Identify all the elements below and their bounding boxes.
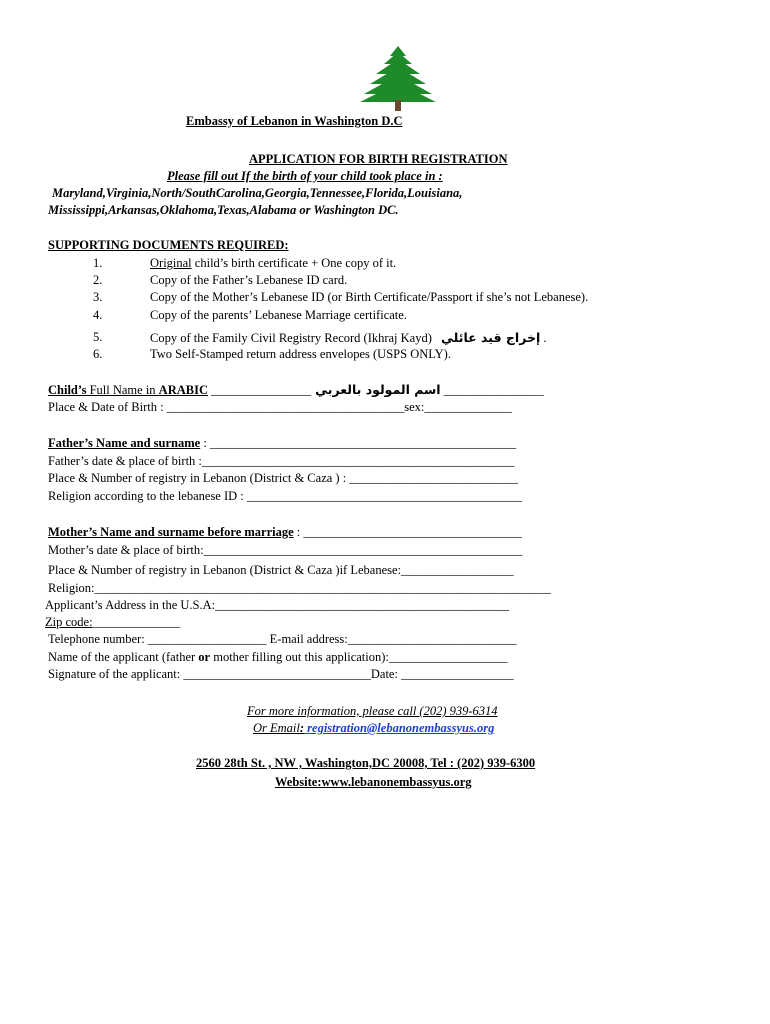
arabic-label: ARABIC bbox=[158, 383, 208, 397]
document-text: Copy of the parents’ Lebanese Marriage certificate. bbox=[150, 308, 407, 322]
applicant-name-or: or bbox=[198, 650, 211, 664]
mother-registry-field[interactable]: Place & Number of registry in Lebanon (District & Caza )if Lebanese:__________________ bbox=[48, 563, 514, 577]
applicant-name-field[interactable] bbox=[48, 650, 508, 665]
document-number: 1. bbox=[93, 256, 103, 270]
document-number: 2. bbox=[93, 273, 103, 287]
zip-code-blank[interactable]: ______________ bbox=[92, 615, 181, 629]
father-name-label: Father’s Name and surname bbox=[48, 436, 201, 450]
document-number: 4. bbox=[93, 308, 103, 322]
child-name-field[interactable] bbox=[48, 382, 544, 398]
father-registry-field[interactable]: Place & Number of registry in Lebanon (District & Caza ) : ___________________________ bbox=[48, 471, 519, 485]
embassy-address: 2560 28th St. , NW , Washington,DC 20008, Tel : (202) 939-6300 bbox=[196, 756, 536, 770]
document-number: 6. bbox=[93, 347, 103, 361]
zip-code-label: Zip code: bbox=[45, 615, 93, 629]
father-name-field[interactable] bbox=[48, 436, 516, 451]
document-text: Two Self-Stamped return address envelopes (USPS ONLY). bbox=[150, 347, 451, 361]
document-description: child’s birth certificate + One copy of it. bbox=[191, 256, 397, 270]
child-name-blank-2[interactable]: ________________ bbox=[440, 383, 544, 397]
child-label-mid: Full Name in bbox=[86, 383, 159, 397]
email-info bbox=[253, 721, 494, 736]
documents-heading: SUPPORTING DOCUMENTS REQUIRED: bbox=[48, 238, 289, 252]
mother-dob-field[interactable]: Mother’s date & place of birth:___________________________________________________ bbox=[48, 543, 523, 557]
form-title: APPLICATION FOR BIRTH REGISTRATION bbox=[249, 152, 508, 166]
mother-name-blank[interactable]: : ___________________________________ bbox=[293, 525, 523, 539]
zip-code-field[interactable] bbox=[45, 615, 180, 630]
cedar-tree-icon bbox=[360, 44, 436, 112]
document-text bbox=[150, 330, 547, 346]
applicant-address-field[interactable]: Applicant’s Address in the U.S.A:_______________________________________________ bbox=[45, 598, 509, 612]
phone-info: For more information, please call (202) 939-6314 bbox=[247, 704, 498, 718]
document-number: 5. bbox=[93, 330, 103, 344]
applicant-name-pre: Name of the applicant (father bbox=[48, 650, 199, 664]
mother-name-label: Mother’s Name and surname before marriage bbox=[48, 525, 294, 539]
father-religion-field[interactable]: Religion according to the lebanese ID : ____________________________________________ bbox=[48, 489, 522, 503]
child-name-blank[interactable]: ________________ bbox=[207, 383, 312, 397]
child-label: Child’s bbox=[48, 383, 87, 397]
mother-name-field[interactable] bbox=[48, 525, 522, 540]
child-name-arabic: اسم المولود بالعربي bbox=[315, 382, 441, 397]
email-colon: : bbox=[299, 721, 305, 735]
instruction-text: Please fill out If the birth of your child took place in : bbox=[167, 169, 443, 183]
child-birth-field[interactable]: Place & Date of Birth : ______________________________________sex:______________ bbox=[48, 400, 512, 414]
email-label: Or Email bbox=[253, 721, 300, 735]
document-description: Copy of the Family Civil Registry Record (Ikhraj Kayd) bbox=[150, 331, 432, 345]
embassy-name: Embassy of Lebanon in Washington D.C bbox=[186, 114, 403, 128]
phone-email-field[interactable]: Telephone number: ___________________ E-mail address:___________________________ bbox=[48, 632, 517, 646]
website-link[interactable]: Website:www.lebanonembassyus.org bbox=[275, 775, 472, 789]
document-text: Copy of the Mother’s Lebanese ID (or Birth Certificate/Passport if she’s not Lebanese). bbox=[150, 290, 589, 304]
signature-field[interactable]: Signature of the applicant: ______________________________Date: __________________ bbox=[48, 667, 514, 681]
states-line-1: Maryland,Virginia,North/SouthCarolina,Georgia,Tennessee,Florida,Louisiana, bbox=[52, 186, 463, 200]
arabic-registry-text: إخراج قيد عائلي bbox=[441, 330, 541, 345]
mother-religion-field[interactable]: Religion:_________________________________________________________________________ bbox=[48, 581, 551, 595]
father-dob-field[interactable]: Father’s date & place of birth :__________________________________________________ bbox=[48, 454, 515, 468]
document-number: 3. bbox=[93, 290, 103, 304]
states-line-2: Mississippi,Arkansas,Oklahoma,Texas,Alabama or Washington DC. bbox=[48, 203, 399, 217]
father-name-blank[interactable]: : _________________________________________________ bbox=[200, 436, 517, 450]
document-text: Copy of the Father’s Lebanese ID card. bbox=[150, 273, 348, 287]
original-label: Original bbox=[150, 256, 192, 270]
document-text bbox=[150, 256, 396, 271]
document-item bbox=[93, 256, 102, 271]
document-tail: . bbox=[540, 331, 547, 345]
email-link[interactable]: registration@lebanonembassyus.org bbox=[304, 721, 495, 735]
applicant-name-post[interactable]: mother filling out this application):___________________ bbox=[210, 650, 508, 664]
